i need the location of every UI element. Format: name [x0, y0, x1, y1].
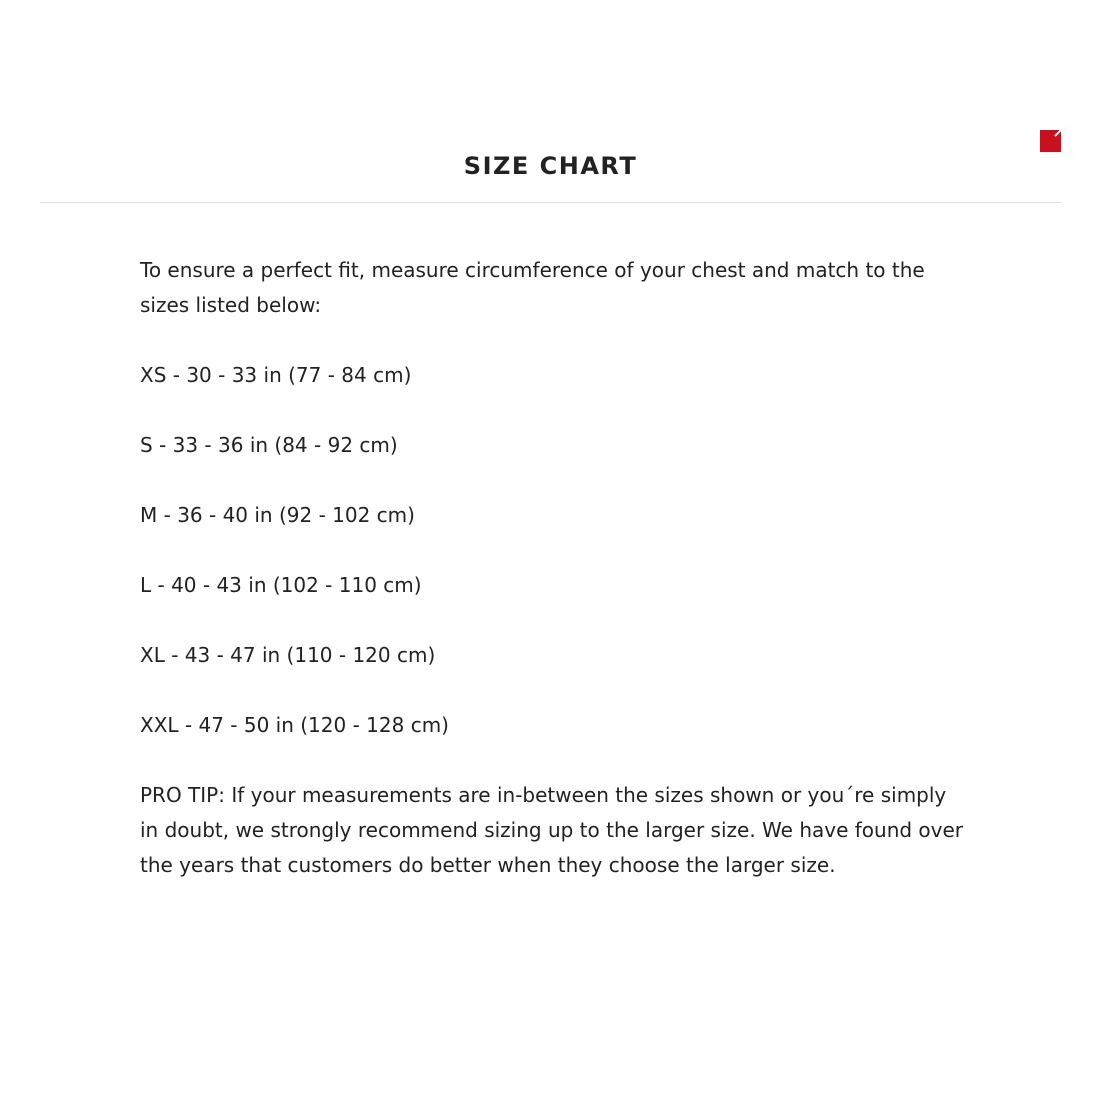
intro-text: To ensure a perfect fit, measure circumference of your chest and match to the sizes listed below: [140, 258, 925, 317]
size-row-l: L - 40 - 43 in (102 - 110 cm) [140, 573, 422, 597]
size-row-xs: XS - 30 - 33 in (77 - 84 cm) [140, 363, 412, 387]
close-icon [1040, 130, 1061, 152]
size-chart-content [140, 253, 970, 918]
size-row-s: S - 33 - 36 in (84 - 92 cm) [140, 433, 398, 457]
size-row-xxl: XXL - 47 - 50 in (120 - 128 cm) [140, 713, 449, 737]
pro-tip-text: PRO TIP: If your measurements are in-between the sizes shown or you´re simply in doubt, we strongly recommend sizing up to the larger size. We have found over the years that customers do better when they choose the larger size. [140, 783, 964, 877]
modal-header [40, 130, 1061, 203]
size-row-xl: XL - 43 - 47 in (110 - 120 cm) [140, 643, 436, 667]
page-title: SIZE CHART [463, 152, 638, 180]
close-button[interactable] [1040, 130, 1061, 152]
size-row-m: M - 36 - 40 in (92 - 102 cm) [140, 503, 415, 527]
